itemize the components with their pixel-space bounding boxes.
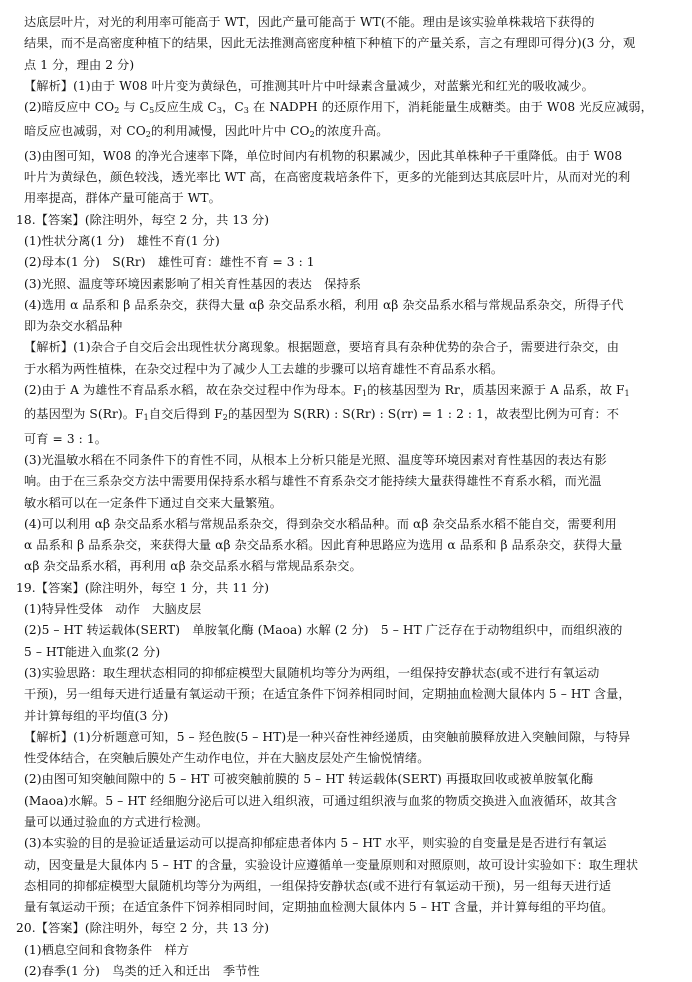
text-line: 叶片为黄绿色，颜色较浅，透光率比 WT 高，在高密度栽培条件下，更多的光能到达其底层叶片，从而对光的利	[24, 170, 631, 185]
subscript: 1	[624, 389, 630, 399]
analysis-line: 【解析】(1)由于 W08 叶片变为黄绿色，可推测其叶片中叶绿素含量减少，对蓝紫光和红光的吸收减少。	[24, 78, 594, 93]
text-line: 量可以通过验血的方式进行检测。	[24, 814, 209, 829]
text-line: 性受体结合，在突触后膜处产生动作电位，并在大脑皮层处产生愉悦情绪。	[24, 751, 430, 766]
text-line: (2)春季(1 分) 鸟类的迁入和迁出 季节性	[24, 964, 260, 979]
text-line	[24, 121, 676, 145]
text-segment: 与 C	[119, 100, 150, 115]
subscript: 2	[114, 106, 120, 116]
text-line: (3)光温敏水稻在不同条件下的育性不同，从根本上分析只能是光照、温度等环境因素对育性基因的表达有影	[24, 452, 607, 467]
text-line: 响。由于在三系杂交方法中需要用保持系水稻与雄性不育系杂交才能持续大量获得雄性不育系水稻，而光温	[24, 474, 602, 489]
text-line: αβ 杂交品系水稻，再利用 αβ 杂交品系水稻与常规品系杂交。	[24, 559, 362, 574]
text-line: 于水稻为两性植株，在杂交过程中为了减少人工去雄的步骤可以培育雄性不育品系水稻。	[24, 361, 504, 376]
text-line: (4)选用 α 品系和 β 品系杂交，获得大量 αβ 杂交品系水稻，利用 αβ 杂交品系水稻与常规品系杂交，所得子代	[24, 297, 624, 312]
answer-document	[16, 12, 676, 982]
analysis-line: 【解析】(1)杂合子自交后会出现性状分离现象。根据题意，要培育具有杂种优势的杂合子，需要进行杂交，由	[24, 340, 620, 355]
text-line: 点 1 分，理由 2 分)	[24, 57, 135, 72]
text-line: (2)由图可知突触间隙中的 5 – HT 可被突触前膜的 5 – HT 转运载体(SERT) 再摄取回收或被单胺氧化酶	[24, 772, 594, 787]
text-segment: 在 NADPH 的还原作用下，消耗能量生成糖类。由于 W08 光反应减弱，	[248, 100, 653, 115]
text-line	[24, 404, 676, 428]
text-line: 敏水稻可以在一定条件下通过自交来大量繁殖。	[24, 495, 283, 510]
question-19-answer-heading: 19.【答案】(除注明外，每空 1 分，共 11 分)	[16, 580, 270, 595]
text-line: 可育 = 3 : 1。	[24, 431, 107, 446]
text-line: 用率提高，群体产量可能高于 WT。	[24, 191, 221, 206]
subscript: 2	[145, 130, 151, 140]
text-segment: 的基因型为 S(Rr)。F	[24, 407, 144, 422]
subscript: 3	[216, 106, 223, 116]
text-line: (3)本实验的目的是验证适量运动可以提高抑郁症患者体内 5 – HT 水平，则实验的自变量是是否进行有氧运	[24, 836, 607, 851]
text-segment: (2)暗反应中 CO	[24, 100, 115, 115]
text-line: 达底层叶片，对光的利用率可能高于 WT，因此产量可能高于 WT(不能。理由是该实验单株栽培下获得的	[24, 15, 595, 29]
text-line: 干预)，另一组每天进行适量有氧运动干预；在适宜条件下饲养相同时间，定期抽血检测大鼠体内 5 – HT 含量，	[24, 687, 631, 702]
subscript: 1	[361, 389, 368, 399]
text-line	[24, 380, 676, 404]
text-line: (2)5 – HT 转运载体(SERT) 单胺氧化酶 (Maoa) 水解 (2 分) 5 – HT 广泛存在于动物组织中，而组织液的	[24, 623, 623, 638]
text-line: (1)性状分离(1 分) 雄性不育(1 分)	[24, 233, 220, 248]
text-line: 结果，而不是高密度种植下的结果，因此无法推测高密度种植下种植下的产量关系，言之有理即可得分)(3 分，观	[24, 36, 636, 51]
text-segment: ，C	[222, 100, 244, 115]
text-line: (3)实验思路：取生理状态相同的抑郁症模型大鼠随机均等分为两组，一组保持安静状态(或不进行有氧运动	[24, 665, 600, 680]
text-line: (2)母本(1 分) S(Rr) 雄性可育：雄性不育 = 3 : 1	[24, 255, 315, 270]
text-line: (3)光照、温度等环境因素影响了相关育性基因的表达 保持系	[24, 276, 362, 291]
subscript: 2	[222, 413, 228, 423]
text-line: (1)栖息空间和食物条件 样方	[24, 942, 190, 957]
text-segment: 的浓度升高。	[314, 124, 389, 139]
text-line: 并计算每组的平均值(3 分)	[24, 708, 169, 723]
text-line: 即为杂交水稻品种	[24, 319, 123, 334]
text-segment: (2)由于 A 为雄性不育品系水稻，故在杂交过程中作为母本。F	[24, 383, 362, 398]
subscript: 3	[243, 106, 249, 116]
subscript: 1	[143, 413, 149, 423]
text-line: (3)由图可知，W08 的净光合速率下降，单位时间内有机物的积累减少，因此其单株种子干重降低。由于 W08	[24, 148, 623, 163]
text-line: 态相同的抑郁症模型大鼠随机均等分为两组，一组保持安静状态(或不进行有氧运动干预)，另一组每天进行适	[24, 878, 612, 893]
analysis-line: 【解析】(1)分析题意可知，5 – 羟色胺(5 – HT)是一种兴奋性神经递质，由突触前膜释放进入突触间隙，与特异	[24, 729, 631, 744]
text-line: 量有氧运动干预；在适宜条件下饲养相同时间，定期抽血检测大鼠体内 5 – HT 含量，并计算每组的平均值。	[24, 900, 614, 915]
question-20-answer-heading: 20.【答案】(除注明外，每空 2 分，共 13 分)	[16, 921, 270, 936]
text-line: (1)特异性受体 动作 大脑皮层	[24, 602, 202, 617]
text-line: α 品系和 β 品系杂交，来获得大量 αβ 杂交品系水稻。因此育种思路应为选用 α 品系和 β 品系杂交，获得大量	[24, 538, 623, 553]
subscript: 2	[309, 130, 315, 140]
subscript: 5	[149, 106, 155, 116]
question-18-answer-heading: 18.【答案】(除注明外，每空 2 分，共 13 分)	[16, 212, 270, 227]
text-line	[24, 97, 676, 121]
text-segment: 的利用减慢，因此叶片中 CO	[151, 124, 310, 139]
text-line: (4)可以利用 αβ 杂交品系水稻与常规品系杂交，得到杂交水稻品种。而 αβ 杂交品系水稻不能自交，需要利用	[24, 516, 617, 531]
text-line: 5 – HT能进入血浆(2 分)	[24, 644, 161, 659]
text-segment: 自交后得到 F	[148, 407, 223, 422]
text-segment: 的核基因型为 Rr，质基因来源于 A 品系，故 F	[367, 383, 625, 398]
text-segment: 暗反应也减弱，对 CO	[24, 124, 146, 139]
text-segment: 反应生成 C	[154, 100, 217, 115]
text-segment: 的基因型为 S(RR) : S(Rr) : S(rr) = 1 : 2 : 1，故表型比例为可育：不	[228, 407, 620, 422]
text-line: 动，因变量是大鼠体内 5 – HT 的含量，实验设计应遵循单一变量原则和对照原则，故可设计实验如下：取生理状	[24, 857, 639, 872]
text-line: (Maoa)水解。5 – HT 经细胞分泌后可以进入组织液，可通过组织液与血浆的物质交换进入血液循环，故其含	[24, 793, 618, 808]
